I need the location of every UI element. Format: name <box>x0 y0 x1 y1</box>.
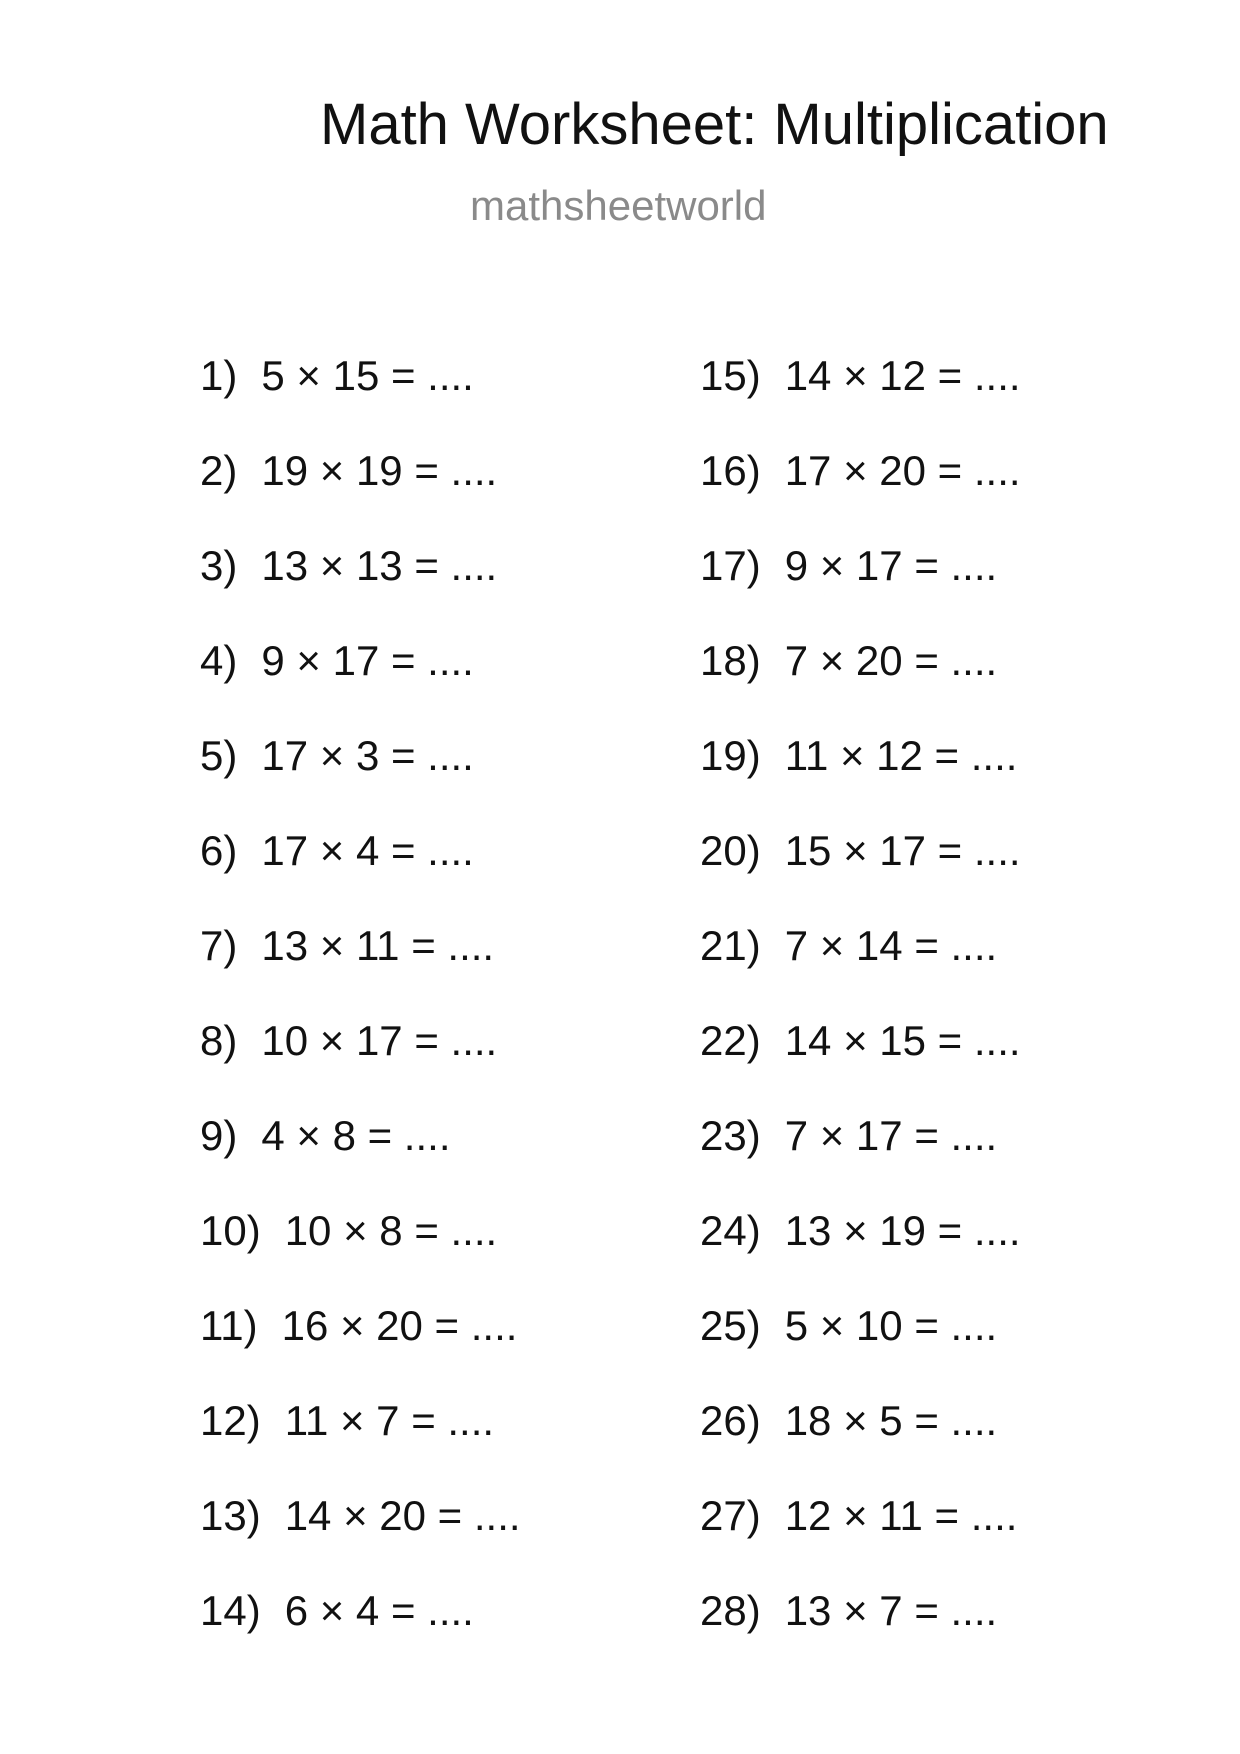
problem-expression: 10 × 17 = .... <box>261 1017 498 1064</box>
problem-column-left <box>200 352 521 1682</box>
problem-expression: 9 × 17 = .... <box>261 637 474 684</box>
problem-number: 13) <box>200 1492 261 1539</box>
problem-number: 14) <box>200 1587 261 1634</box>
problem-expression: 7 × 17 = .... <box>784 1112 998 1159</box>
page-subtitle: mathsheetworld <box>470 182 767 229</box>
problem-item <box>700 1302 1021 1397</box>
problem-expression: 17 × 20 = .... <box>784 447 1021 494</box>
problem-item <box>200 922 521 1017</box>
problem-expression: 6 × 4 = .... <box>284 1587 474 1634</box>
problem-number: 22) <box>700 1017 761 1064</box>
problem-number: 16) <box>700 447 761 494</box>
problem-number: 2) <box>200 447 238 494</box>
problem-number: 23) <box>700 1112 761 1159</box>
problem-expression: 11 × 7 = .... <box>284 1397 495 1444</box>
problem-expression: 13 × 7 = .... <box>784 1587 998 1634</box>
problem-item <box>700 1112 1021 1207</box>
problem-number: 17) <box>700 542 761 589</box>
problem-item <box>200 1587 521 1682</box>
problem-item <box>200 1397 521 1492</box>
problem-item <box>700 1587 1021 1682</box>
problem-expression: 9 × 17 = .... <box>784 542 998 589</box>
problem-expression: 4 × 8 = .... <box>261 1112 451 1159</box>
problem-expression: 13 × 11 = .... <box>261 922 495 969</box>
problem-expression: 19 × 19 = .... <box>261 447 498 494</box>
problem-expression: 14 × 12 = .... <box>784 352 1021 399</box>
problem-number: 11) <box>200 1302 258 1349</box>
problem-number: 3) <box>200 542 238 589</box>
problem-number: 10) <box>200 1207 261 1254</box>
problem-item <box>700 447 1021 542</box>
page-title: Math Worksheet: Multiplication <box>320 92 1109 157</box>
problem-number: 7) <box>200 922 238 969</box>
problem-item <box>200 1017 521 1112</box>
problem-expression: 16 × 20 = .... <box>281 1302 518 1349</box>
problem-item <box>200 1112 521 1207</box>
problem-item <box>700 922 1021 1017</box>
problem-expression: 14 × 20 = .... <box>284 1492 521 1539</box>
problem-item <box>700 827 1021 922</box>
problem-expression: 7 × 14 = .... <box>784 922 998 969</box>
problem-item <box>700 732 1021 827</box>
problem-item <box>700 542 1021 637</box>
problem-number: 25) <box>700 1302 761 1349</box>
problem-item <box>200 352 521 447</box>
problem-number: 19) <box>700 732 761 779</box>
problem-number: 12) <box>200 1397 261 1444</box>
problem-expression: 17 × 3 = .... <box>261 732 474 779</box>
problem-number: 9) <box>200 1112 238 1159</box>
problem-number: 18) <box>700 637 761 684</box>
problem-item <box>200 1492 521 1587</box>
problem-expression: 15 × 17 = .... <box>784 827 1021 874</box>
problem-expression: 13 × 13 = .... <box>261 542 498 589</box>
problem-column-right <box>700 352 1021 1682</box>
problem-expression: 7 × 20 = .... <box>784 637 998 684</box>
problem-item <box>700 1492 1021 1587</box>
problem-number: 21) <box>700 922 761 969</box>
problem-number: 20) <box>700 827 761 874</box>
problem-number: 26) <box>700 1397 761 1444</box>
problem-expression: 5 × 10 = .... <box>784 1302 998 1349</box>
problem-number: 15) <box>700 352 761 399</box>
problem-expression: 18 × 5 = .... <box>784 1397 998 1444</box>
problem-number: 5) <box>200 732 238 779</box>
problem-item <box>200 1302 521 1397</box>
problem-expression: 13 × 19 = .... <box>784 1207 1021 1254</box>
problem-number: 24) <box>700 1207 761 1254</box>
problem-item <box>700 1397 1021 1492</box>
problem-expression: 14 × 15 = .... <box>784 1017 1021 1064</box>
problem-item <box>200 827 521 922</box>
problem-item <box>200 637 521 732</box>
problem-item <box>700 1207 1021 1302</box>
problem-number: 6) <box>200 827 238 874</box>
problem-number: 8) <box>200 1017 238 1064</box>
problem-expression: 5 × 15 = .... <box>261 352 474 399</box>
problem-item <box>200 1207 521 1302</box>
problem-item <box>200 542 521 637</box>
problem-expression: 11 × 12 = .... <box>784 732 1018 779</box>
problem-item <box>700 637 1021 732</box>
problem-expression: 12 × 11 = .... <box>784 1492 1018 1539</box>
problem-expression: 17 × 4 = .... <box>261 827 474 874</box>
problem-number: 1) <box>200 352 238 399</box>
problem-item <box>700 352 1021 447</box>
problem-expression: 10 × 8 = .... <box>284 1207 498 1254</box>
problem-item <box>700 1017 1021 1112</box>
problem-item <box>200 447 521 542</box>
problem-number: 28) <box>700 1587 761 1634</box>
problem-number: 27) <box>700 1492 761 1539</box>
problem-item <box>200 732 521 827</box>
problem-number: 4) <box>200 637 238 684</box>
